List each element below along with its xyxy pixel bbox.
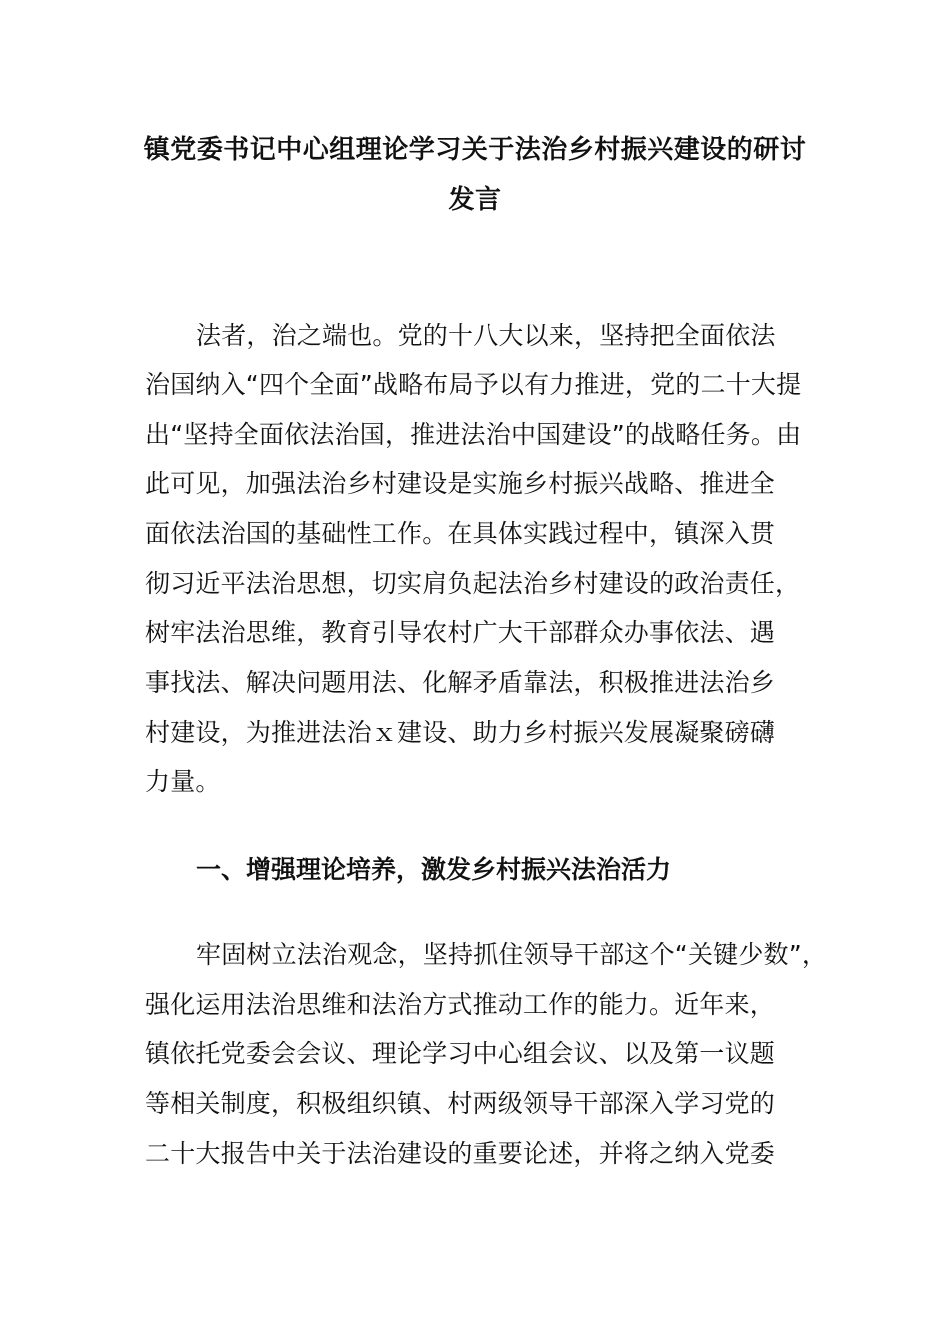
paragraph-line: 此可见，加强法治乡村建设是实施乡村振兴战略、推进全 [145,469,776,498]
paragraph-line: 出“坚持全面依法治国，推进法治中国建设”的战略任务。由 [145,420,802,449]
document-title-line-1: 镇党委书记中心组理论学习关于法治乡村振兴建设的研讨 [143,135,807,165]
section-heading: 一、增强理论培养，激发乡村振兴法治活力 [196,855,672,884]
paragraph-line: 等相关制度，积极组织镇、村两级领导干部深入学习党的 [145,1089,776,1118]
paragraph-line: 治国纳入“四个全面”战略布局予以有力推进，党的二十大提 [145,370,802,399]
paragraph-line: 强化运用法治思维和法治方式推动工作的能力。近年来， [145,990,776,1019]
paragraph-line: 面依法治国的基础性工作。在具体实践过程中，镇深入贯 [145,519,776,548]
document-title-line-2: 发言 [448,185,502,215]
paragraph-line: 法者，治之端也。党的十八大以来，坚持把全面依法 [196,321,776,350]
paragraph-line: 彻习近平法治思想，切实肩负起法治乡村建设的政治责任， [145,569,801,598]
paragraph-line: 力量。 [145,767,221,796]
paragraph-line: 二十大报告中关于法治建设的重要论述，并将之纳入党委 [145,1139,776,1168]
paragraph-line: 牢固树立法治观念，坚持抓住领导干部这个“关键少数”， [196,940,828,969]
paragraph-line: 村建设，为推进法治ｘ建设、助力乡村振兴发展凝聚磅礴 [145,718,776,747]
paragraph-line: 镇依托党委会会议、理论学习中心组会议、以及第一议题 [145,1039,776,1068]
paragraph-line: 事找法、解决问题用法、化解矛盾靠法，积极推进法治乡 [145,668,776,697]
paragraph-line: 树牢法治思维，教育引导农村广大干部群众办事依法、遇 [145,618,776,647]
